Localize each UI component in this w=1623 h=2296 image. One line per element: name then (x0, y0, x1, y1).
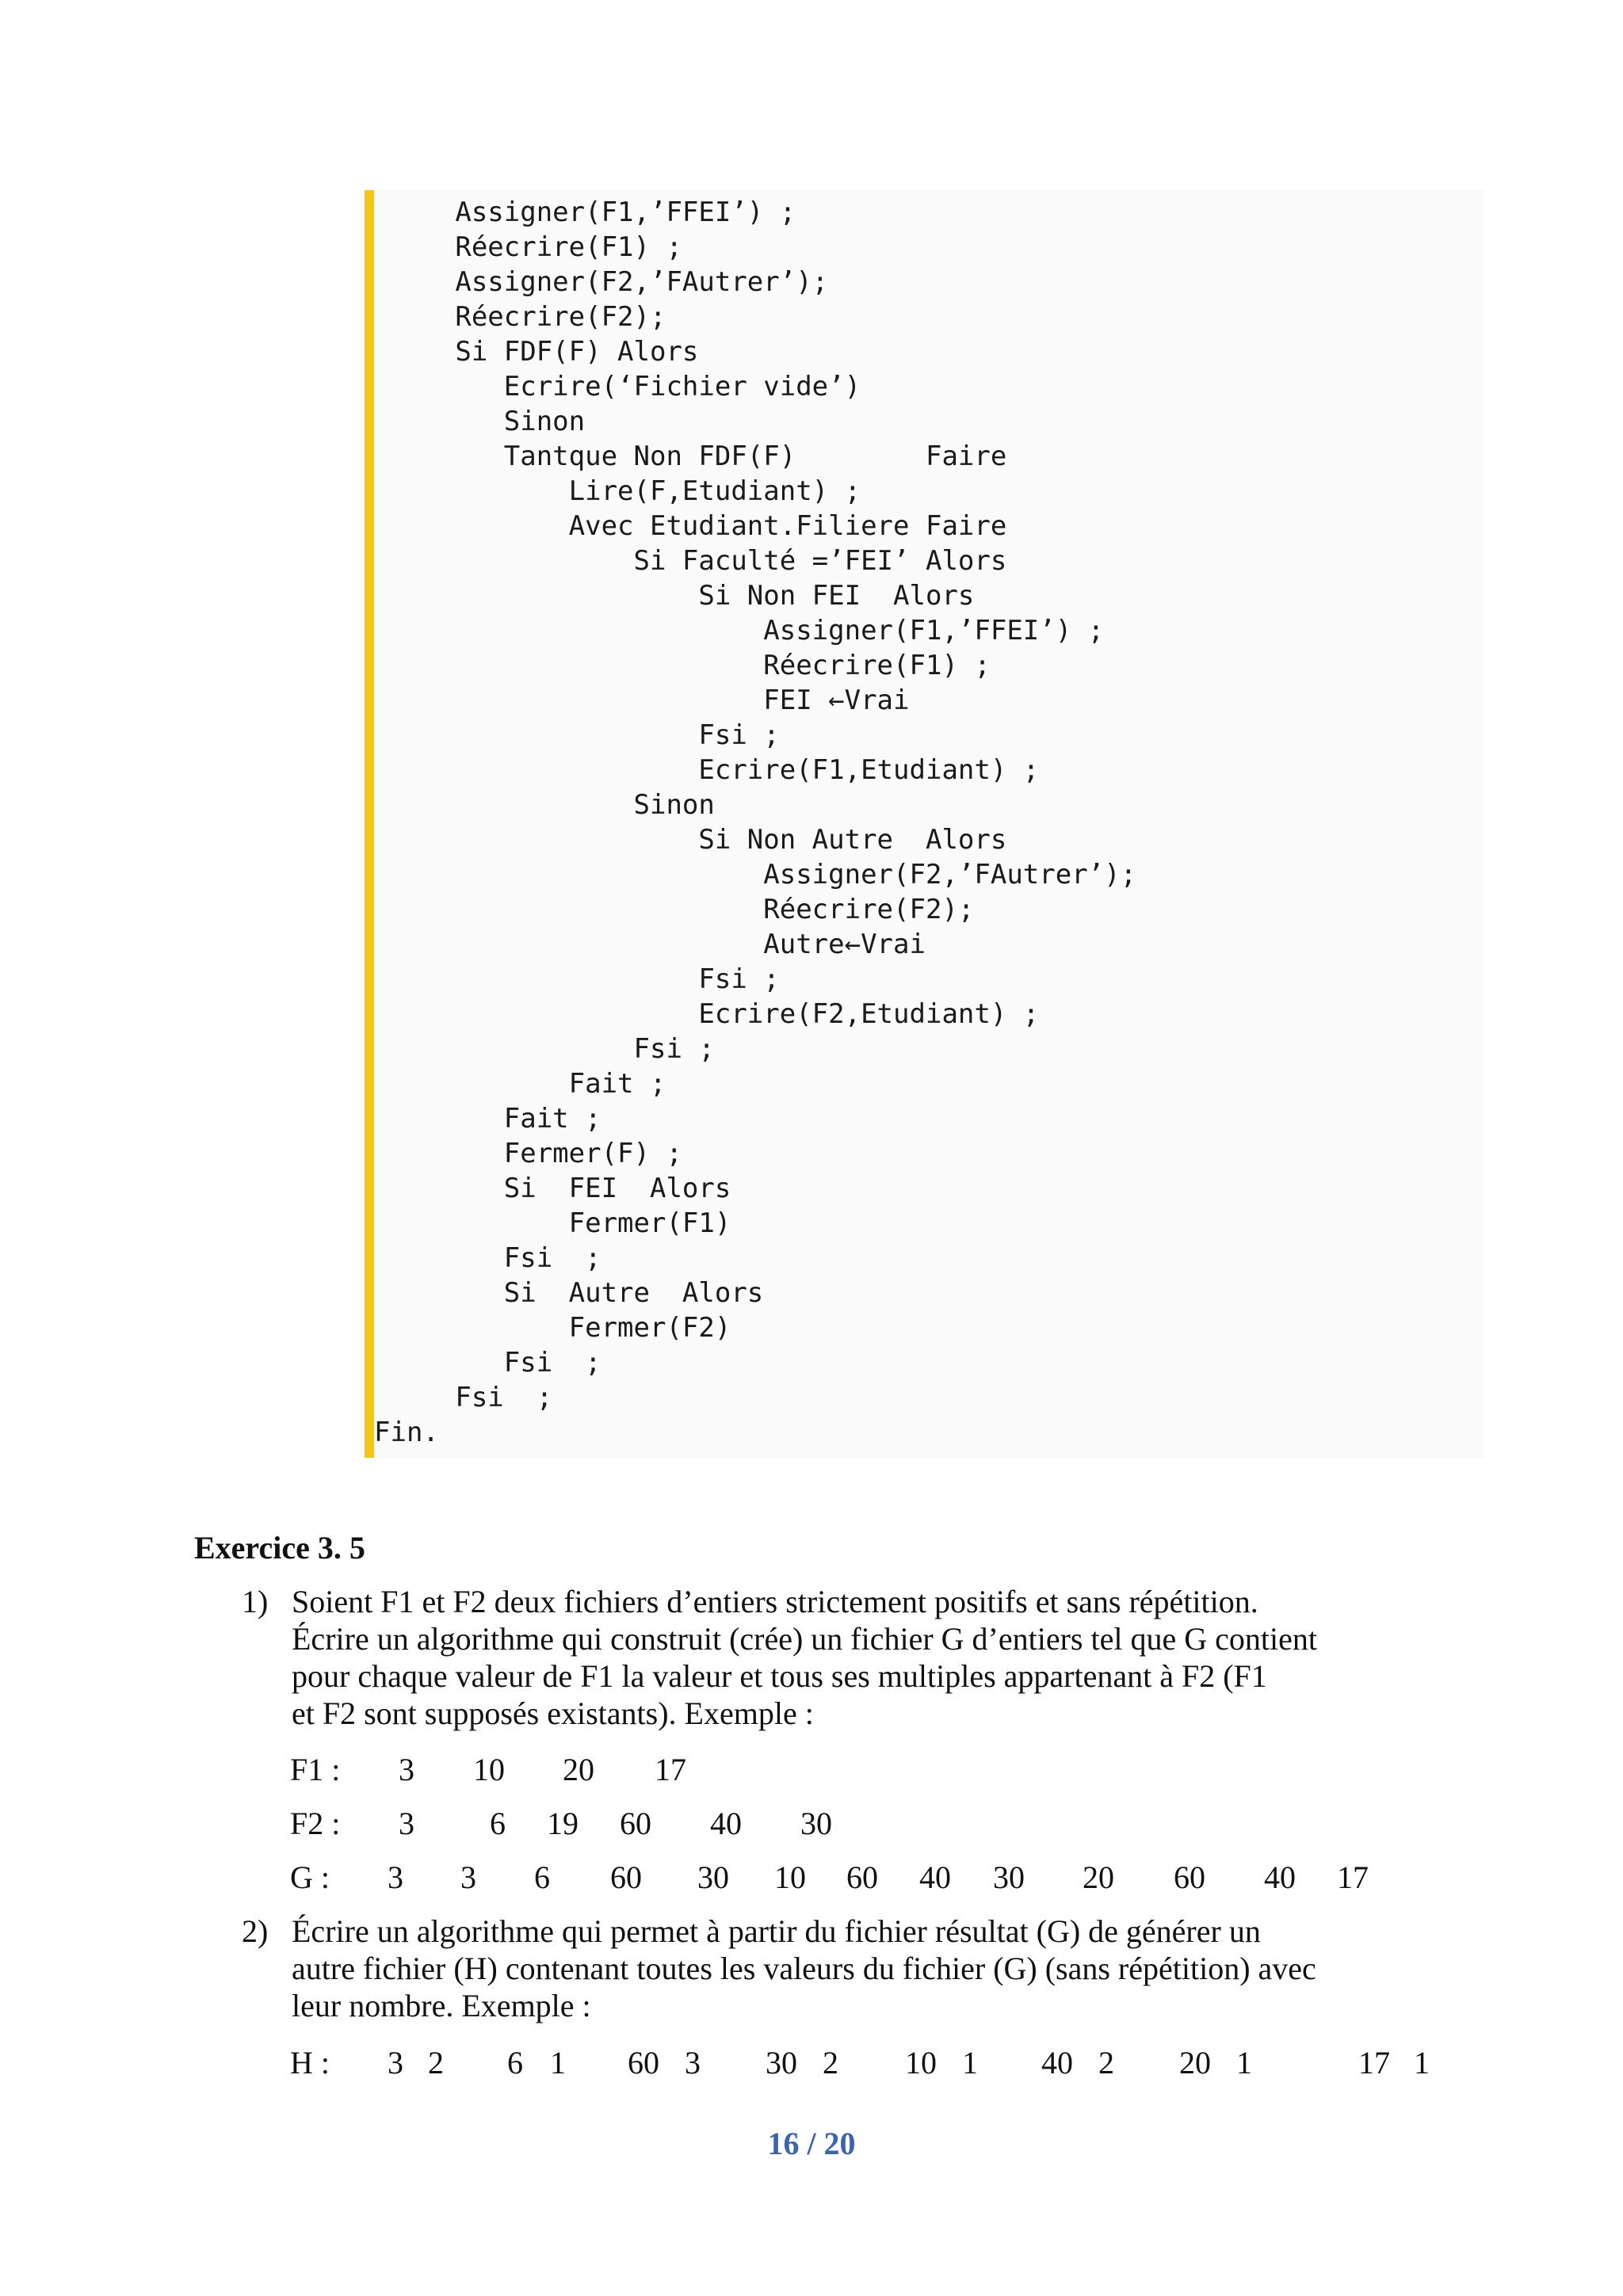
text-line: autre fichier (H) contenant toutes les valeurs du fichier (G) (sans répétition) avec (292, 1951, 1316, 1986)
code-line: Avec Etudiant.Filiere Faire (374, 510, 1007, 542)
code-line: Fin. (374, 1417, 439, 1448)
code-line: Sinon (374, 406, 586, 437)
value: 1 (962, 2045, 978, 2081)
code-line: Assigner(F2,’FAutrer’); (374, 859, 1137, 891)
question-1-text (292, 1583, 1431, 1732)
code-line: Assigner(F1,’FFEI’) ; (374, 615, 1105, 646)
question-2-text (292, 1913, 1431, 2024)
value: 17 (655, 1752, 686, 1787)
code-line: Assigner(F1,’FFEI’) ; (374, 196, 796, 228)
value: 2 (428, 2045, 444, 2081)
page-number: 16 / 20 (767, 2126, 856, 2161)
text-line: leur nombre. Exemple : (292, 1988, 591, 2023)
code-line: Fermer(F) ; (374, 1138, 682, 1169)
text-line: et F2 sont supposés existants). Exemple : (292, 1695, 814, 1731)
code-line: Ecrire(F1,Etudiant) ; (374, 754, 1040, 786)
value: 3 (460, 1859, 476, 1895)
code-line: FEI ←Vrai (374, 685, 910, 716)
value: 10 (774, 1859, 806, 1895)
code-line: Si Non FEI Alors (374, 580, 975, 612)
code-line: Lire(F,Etudiant) ; (374, 475, 861, 507)
text-line: Soient F1 et F2 deux fichiers d’entiers strictement positifs et sans répétition. (292, 1584, 1258, 1619)
code-line: Si Faculté =’FEI’ Alors (374, 545, 1007, 577)
question-2-number: 2) (242, 1913, 269, 1949)
value: 6 (534, 1859, 550, 1895)
code-line: Fsi ; (374, 963, 780, 995)
value: 40 (919, 1859, 951, 1895)
value: 17 (1358, 2045, 1390, 2081)
code-line: Réecrire(F2); (374, 894, 975, 925)
question-1-number: 1) (242, 1584, 269, 1619)
text-line: Écrire un algorithme qui construit (crée) un fichier G d’entiers tel que G contient (292, 1621, 1317, 1657)
code-line: Ecrire(F2,Etudiant) ; (374, 998, 1040, 1030)
code-line: Fsi ; (374, 719, 780, 751)
row-label-g: G : (290, 1859, 330, 1895)
value: 30 (993, 1859, 1025, 1895)
code-line: Assigner(F2,’FAutrer’); (374, 266, 829, 298)
value: 60 (846, 1859, 878, 1895)
code-line: Réecrire(F1) ; (374, 650, 991, 681)
value: 17 (1337, 1859, 1369, 1895)
code-line: Ecrire(‘Fichier vide’) (374, 371, 861, 402)
row-label-f1: F1 : (290, 1752, 341, 1787)
code-line: Réecrire(F2); (374, 301, 666, 333)
value: 1 (550, 2045, 566, 2081)
value: 3 (388, 1859, 403, 1895)
value: 20 (563, 1752, 594, 1787)
row-label-f2: F2 : (290, 1806, 341, 1841)
code-line: Fsi ; (374, 1382, 553, 1413)
value: 60 (628, 2045, 659, 2081)
value: 3 (399, 1752, 414, 1787)
code-line: Si Non Autre Alors (374, 824, 1007, 856)
pseudocode-block (365, 190, 1484, 1458)
value: 10 (905, 2045, 937, 2081)
value: 60 (620, 1806, 651, 1841)
value: 30 (800, 1806, 832, 1841)
value: 40 (1041, 2045, 1073, 2081)
code-line: Fermer(F2) (374, 1312, 731, 1344)
code-line: Si Autre Alors (374, 1277, 764, 1309)
code-line: Fsi ; (374, 1242, 601, 1274)
code-line: Fsi ; (374, 1347, 601, 1379)
row-label-h: H : (290, 2045, 330, 2081)
value: 30 (766, 2045, 797, 2081)
text-line: Écrire un algorithme qui permet à partir du fichier résultat (G) de générer un (292, 1913, 1261, 1949)
code-line: Si FDF(F) Alors (374, 336, 699, 368)
code-line: Autre←Vrai (374, 929, 926, 960)
code-line: Réecrire(F1) ; (374, 231, 682, 263)
value: 2 (823, 2045, 838, 2081)
code-line: Fermer(F1) (374, 1207, 731, 1239)
code-line: Fsi ; (374, 1033, 715, 1065)
value: 40 (1264, 1859, 1296, 1895)
value: 1 (1236, 2045, 1252, 2081)
value: 3 (399, 1806, 414, 1841)
value: 60 (1174, 1859, 1205, 1895)
value: 6 (507, 2045, 523, 2081)
exercise-title: Exercice 3. 5 (194, 1530, 365, 1566)
value: 60 (610, 1859, 642, 1895)
code-line: Sinon (374, 789, 715, 821)
value: 30 (697, 1859, 729, 1895)
value: 20 (1179, 2045, 1211, 2081)
value: 3 (685, 2045, 701, 2081)
code-line: Fait ; (374, 1068, 666, 1100)
code-line: Fait ; (374, 1103, 601, 1135)
code-line: Si FEI Alors (374, 1173, 731, 1204)
value: 3 (388, 2045, 403, 2081)
value: 40 (710, 1806, 742, 1841)
code-line: Tantque Non FDF(F) Faire (374, 441, 1007, 472)
value: 6 (490, 1806, 506, 1841)
value: 10 (473, 1752, 505, 1787)
text-line: pour chaque valeur de F1 la valeur et tous ses multiples appartenant à F2 (F1 (292, 1658, 1267, 1694)
value: 19 (547, 1806, 579, 1841)
value: 20 (1083, 1859, 1114, 1895)
value: 1 (1414, 2045, 1430, 2081)
value: 2 (1098, 2045, 1114, 2081)
